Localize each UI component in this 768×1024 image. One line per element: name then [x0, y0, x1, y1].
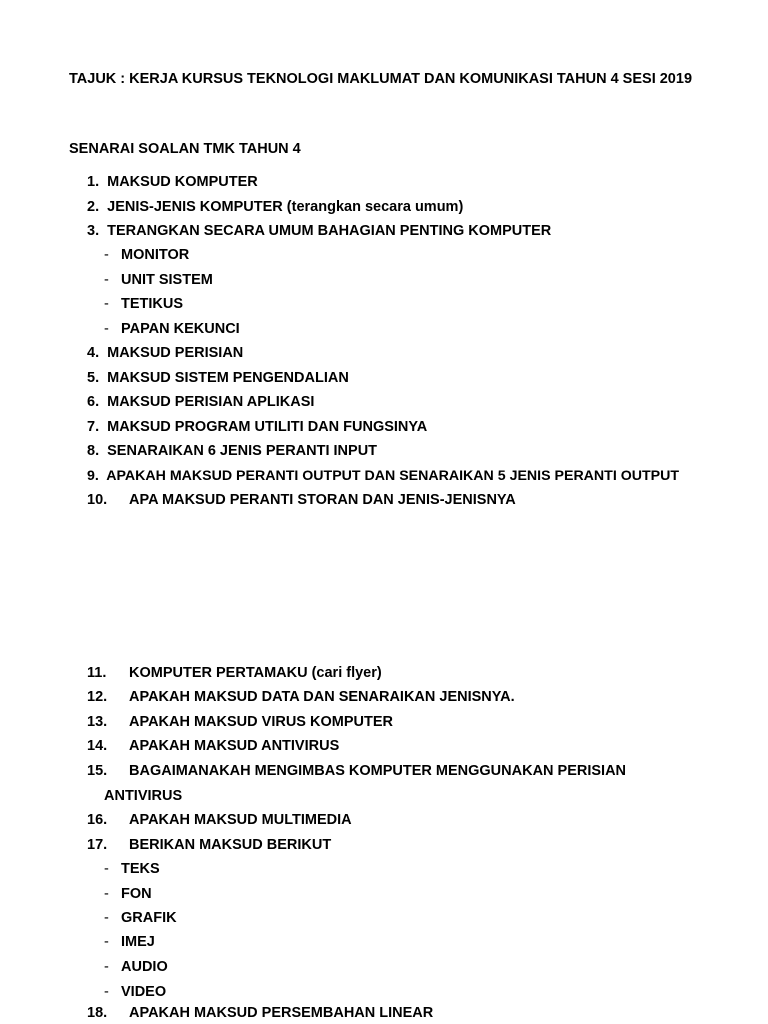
question-text: SENARAIKAN 6 JENIS PERANTI INPUT	[107, 443, 378, 459]
dash-bullet: -	[104, 272, 109, 288]
question-item	[87, 221, 551, 241]
question-item	[87, 663, 382, 683]
question-text: APAKAH MAKSUD DATA DAN SENARAIKAN JENISNYA.	[129, 689, 515, 705]
sub-item	[104, 859, 160, 879]
question-text: APA MAKSUD PERANTI STORAN DAN JENIS-JENISNYA	[129, 492, 516, 508]
question-text: BAGAIMANAKAH MENGIMBAS KOMPUTER MENGGUNAKAN PERISIAN	[129, 763, 627, 779]
question-item	[87, 687, 515, 707]
question-text: JENIS-JENIS KOMPUTER (terangkan secara umum)	[107, 199, 464, 215]
sub-item	[104, 319, 240, 339]
question-text: APAKAH MAKSUD PERANTI OUTPUT DAN SENARAIKAN 5 JENIS PERANTI OUTPUT	[106, 468, 680, 484]
sub-item	[104, 294, 183, 314]
sub-item-text: IMEJ	[121, 934, 155, 950]
question-text: MAKSUD KOMPUTER	[107, 174, 258, 190]
question-item	[87, 810, 352, 830]
question-item	[87, 490, 516, 510]
sub-item	[104, 245, 189, 265]
sub-item-text: FON	[121, 886, 152, 902]
sub-item	[104, 884, 152, 904]
question-text: MAKSUD PERISIAN APLIKASI	[107, 394, 315, 410]
question-number: 13.	[87, 714, 108, 730]
question-number: 17.	[87, 837, 108, 853]
question-continuation: ANTIVIRUS	[104, 788, 183, 804]
dash-bullet: -	[104, 247, 109, 263]
sub-item	[104, 908, 177, 928]
question-item	[87, 835, 331, 855]
question-item	[87, 343, 243, 363]
sub-item	[104, 957, 168, 977]
question-number: 4.	[87, 345, 100, 361]
dash-bullet: -	[104, 296, 109, 312]
question-item	[87, 1003, 433, 1023]
dash-bullet: -	[104, 886, 109, 902]
dash-bullet: -	[104, 321, 109, 337]
question-item	[87, 417, 427, 437]
dash-bullet: -	[104, 861, 109, 877]
question-item	[87, 712, 393, 732]
question-text: APAKAH MAKSUD VIRUS KOMPUTER	[129, 714, 393, 730]
question-item	[87, 368, 349, 388]
question-number: 11.	[87, 665, 107, 681]
question-text: APAKAH MAKSUD PERSEMBAHAN LINEAR	[129, 1005, 434, 1021]
question-item	[87, 197, 463, 217]
question-number: 7.	[87, 419, 100, 435]
question-text: APAKAH MAKSUD ANTIVIRUS	[129, 738, 340, 754]
sub-item	[104, 982, 166, 1002]
question-item	[87, 761, 626, 781]
dash-bullet: -	[104, 910, 109, 926]
question-number: 5.	[87, 370, 100, 386]
question-number: 1.	[87, 174, 100, 190]
question-number: 9.	[87, 468, 99, 484]
question-text: MAKSUD PROGRAM UTILITI DAN FUNGSINYA	[107, 419, 428, 435]
sub-item	[104, 270, 213, 290]
dash-bullet: -	[104, 984, 109, 1000]
sub-item-text: AUDIO	[121, 959, 168, 975]
question-text: BERIKAN MAKSUD BERIKUT	[129, 837, 332, 853]
question-number: 6.	[87, 394, 100, 410]
question-text: MAKSUD PERISIAN	[107, 345, 244, 361]
sub-item-text: VIDEO	[121, 984, 167, 1000]
question-number: 8.	[87, 443, 100, 459]
question-item	[87, 172, 258, 192]
sub-item-text: PAPAN KEKUNCI	[121, 321, 240, 337]
document-title: TAJUK : KERJA KURSUS TEKNOLOGI MAKLUMAT DAN KOMUNIKASI TAHUN 4 SESI 2019	[69, 71, 693, 87]
question-list-heading: SENARAI SOALAN TMK TAHUN 4	[69, 141, 301, 157]
question-text: KOMPUTER PERTAMAKU (cari flyer)	[129, 665, 382, 681]
question-number: 2.	[87, 199, 100, 215]
sub-item	[104, 932, 155, 952]
question-number: 12.	[87, 689, 108, 705]
sub-item-text: GRAFIK	[121, 910, 177, 926]
sub-item-text: TETIKUS	[121, 296, 184, 312]
question-number: 10.	[87, 492, 108, 508]
question-item	[87, 441, 377, 461]
question-text: TERANGKAN SECARA UMUM BAHAGIAN PENTING KOMPUTER	[107, 223, 552, 239]
question-item	[87, 392, 314, 412]
dash-bullet: -	[104, 959, 109, 975]
question-text: APAKAH MAKSUD MULTIMEDIA	[129, 812, 352, 828]
question-number: 16.	[87, 812, 108, 828]
question-item	[87, 466, 679, 486]
question-number: 15.	[87, 763, 108, 779]
question-number: 14.	[87, 738, 108, 754]
sub-item-text: TEKS	[121, 861, 160, 877]
dash-bullet: -	[104, 934, 109, 950]
question-text: MAKSUD SISTEM PENGENDALIAN	[107, 370, 349, 386]
question-number: 3.	[87, 223, 100, 239]
question-number: 18.	[87, 1005, 108, 1021]
sub-item-text: MONITOR	[121, 247, 190, 263]
question-item	[87, 736, 339, 756]
sub-item-text: UNIT SISTEM	[121, 272, 213, 288]
